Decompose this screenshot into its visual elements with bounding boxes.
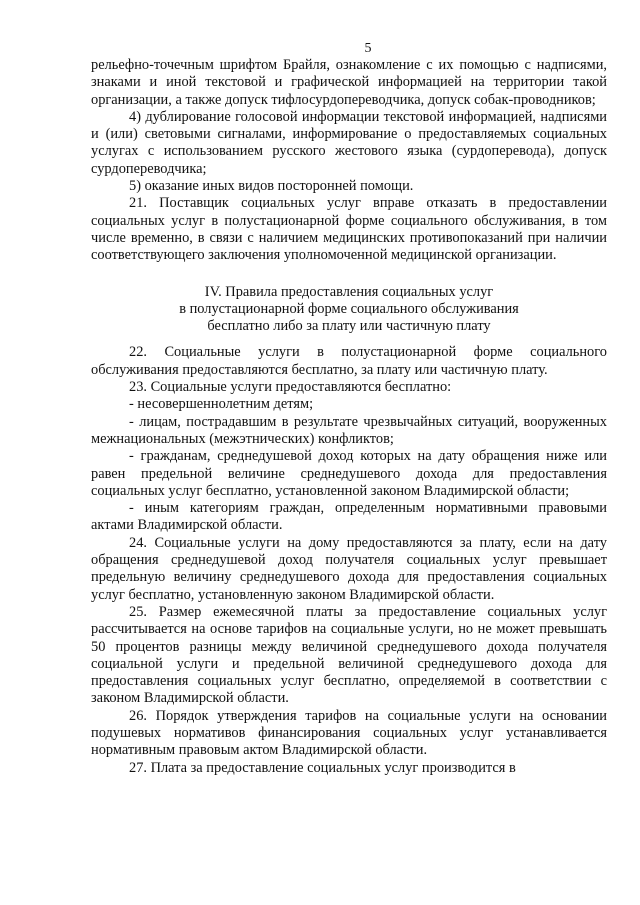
paragraph-clause-27: 27. Плата за предоставление социальных услуг производится в	[129, 759, 516, 776]
section-heading-line-1: IV. Правила предоставления социальных услуг	[204, 283, 494, 300]
paragraph-clause-21: 21. Поставщик социальных услуг вправе отказать в предоставлении социальных услуг в полустационарной форме социального обслуживания, в том числе временно, в связи с наличием медицинских противопоказаний при наличии соответствующего заключения уполномоченной медицинской организации.	[91, 195, 607, 264]
section-heading-line-3: бесплатно либо за плату или частичную плату	[207, 318, 491, 335]
section-heading-line-2: в полустационарной форме социального обслуживания	[179, 300, 519, 317]
paragraph-clause-26: 26. Порядок утверждения тарифов на социальные услуги на основании подушевых нормативов финансирования социальных услуг устанавливается нормативным правовым актом Владимирской области.	[91, 707, 607, 759]
list-item-emergency-victims: - лицам, пострадавшим в результате чрезвычайных ситуаций, вооруженных межнациональных (межэтнических) конфликтов;	[91, 413, 607, 447]
paragraph-clause-24: 24. Социальные услуги на дому предоставляются за плату, если на дату обращения среднедушевой доход получателя социальных услуг превышает предельную величину среднедушевого дохода для предоставления социальных услуг бесплатно, установленную законом Владимирской области.	[91, 534, 607, 603]
paragraph-item-4: 4) дублирование голосовой информации текстовой информацией, надписями и (или) световыми сигналами, информирование о предоставляемых социальных услугах с использованием русского жестового языка (сурдоперевода), допуск сурдопереводчика;	[91, 108, 607, 177]
document-body	[91, 57, 607, 777]
paragraph-clause-25: 25. Размер ежемесячной платы за предоставление социальных услуг рассчитывается на основе тарифов на социальные услуги, но не может превышать 50 процентов разницы между величиной среднедушевого дохода получателя социальной услуги и предельной величиной среднедушевого дохода для предоставления социальных услуг бесплатно, определяемой в соответствии с законом Владимирской области.	[91, 603, 607, 707]
list-item-minors: - несовершеннолетним детям;	[129, 396, 314, 413]
list-item-other-categories: - иным категориям граждан, определенным нормативными правовыми актами Владимирской области.	[91, 500, 607, 534]
paragraph-intro: рельефно-точечным шрифтом Брайля, ознакомление с их помощью с надписями, знаками и иной текстовой и графической информацией на территории такой организации, а также допуск тифлосурдопереводчика, допуск собак-проводников;	[91, 57, 607, 108]
paragraph-clause-23: 23. Социальные услуги предоставляются бесплатно:	[129, 379, 452, 396]
page-number: 5	[364, 41, 372, 56]
list-item-low-income: - гражданам, среднедушевой доход которых на дату обращения ниже или равен предельной величине среднедушевого дохода для предоставления социальных услуг бесплатно, установленной законом Владимирской области;	[91, 448, 607, 499]
paragraph-clause-22: 22. Социальные услуги в полустационарной форме социального обслуживания предоставляются бесплатно, за плату или частичную плату.	[91, 344, 607, 378]
paragraph-item-5: 5) оказание иных видов посторонней помощи.	[129, 178, 414, 195]
section-heading	[91, 284, 607, 336]
